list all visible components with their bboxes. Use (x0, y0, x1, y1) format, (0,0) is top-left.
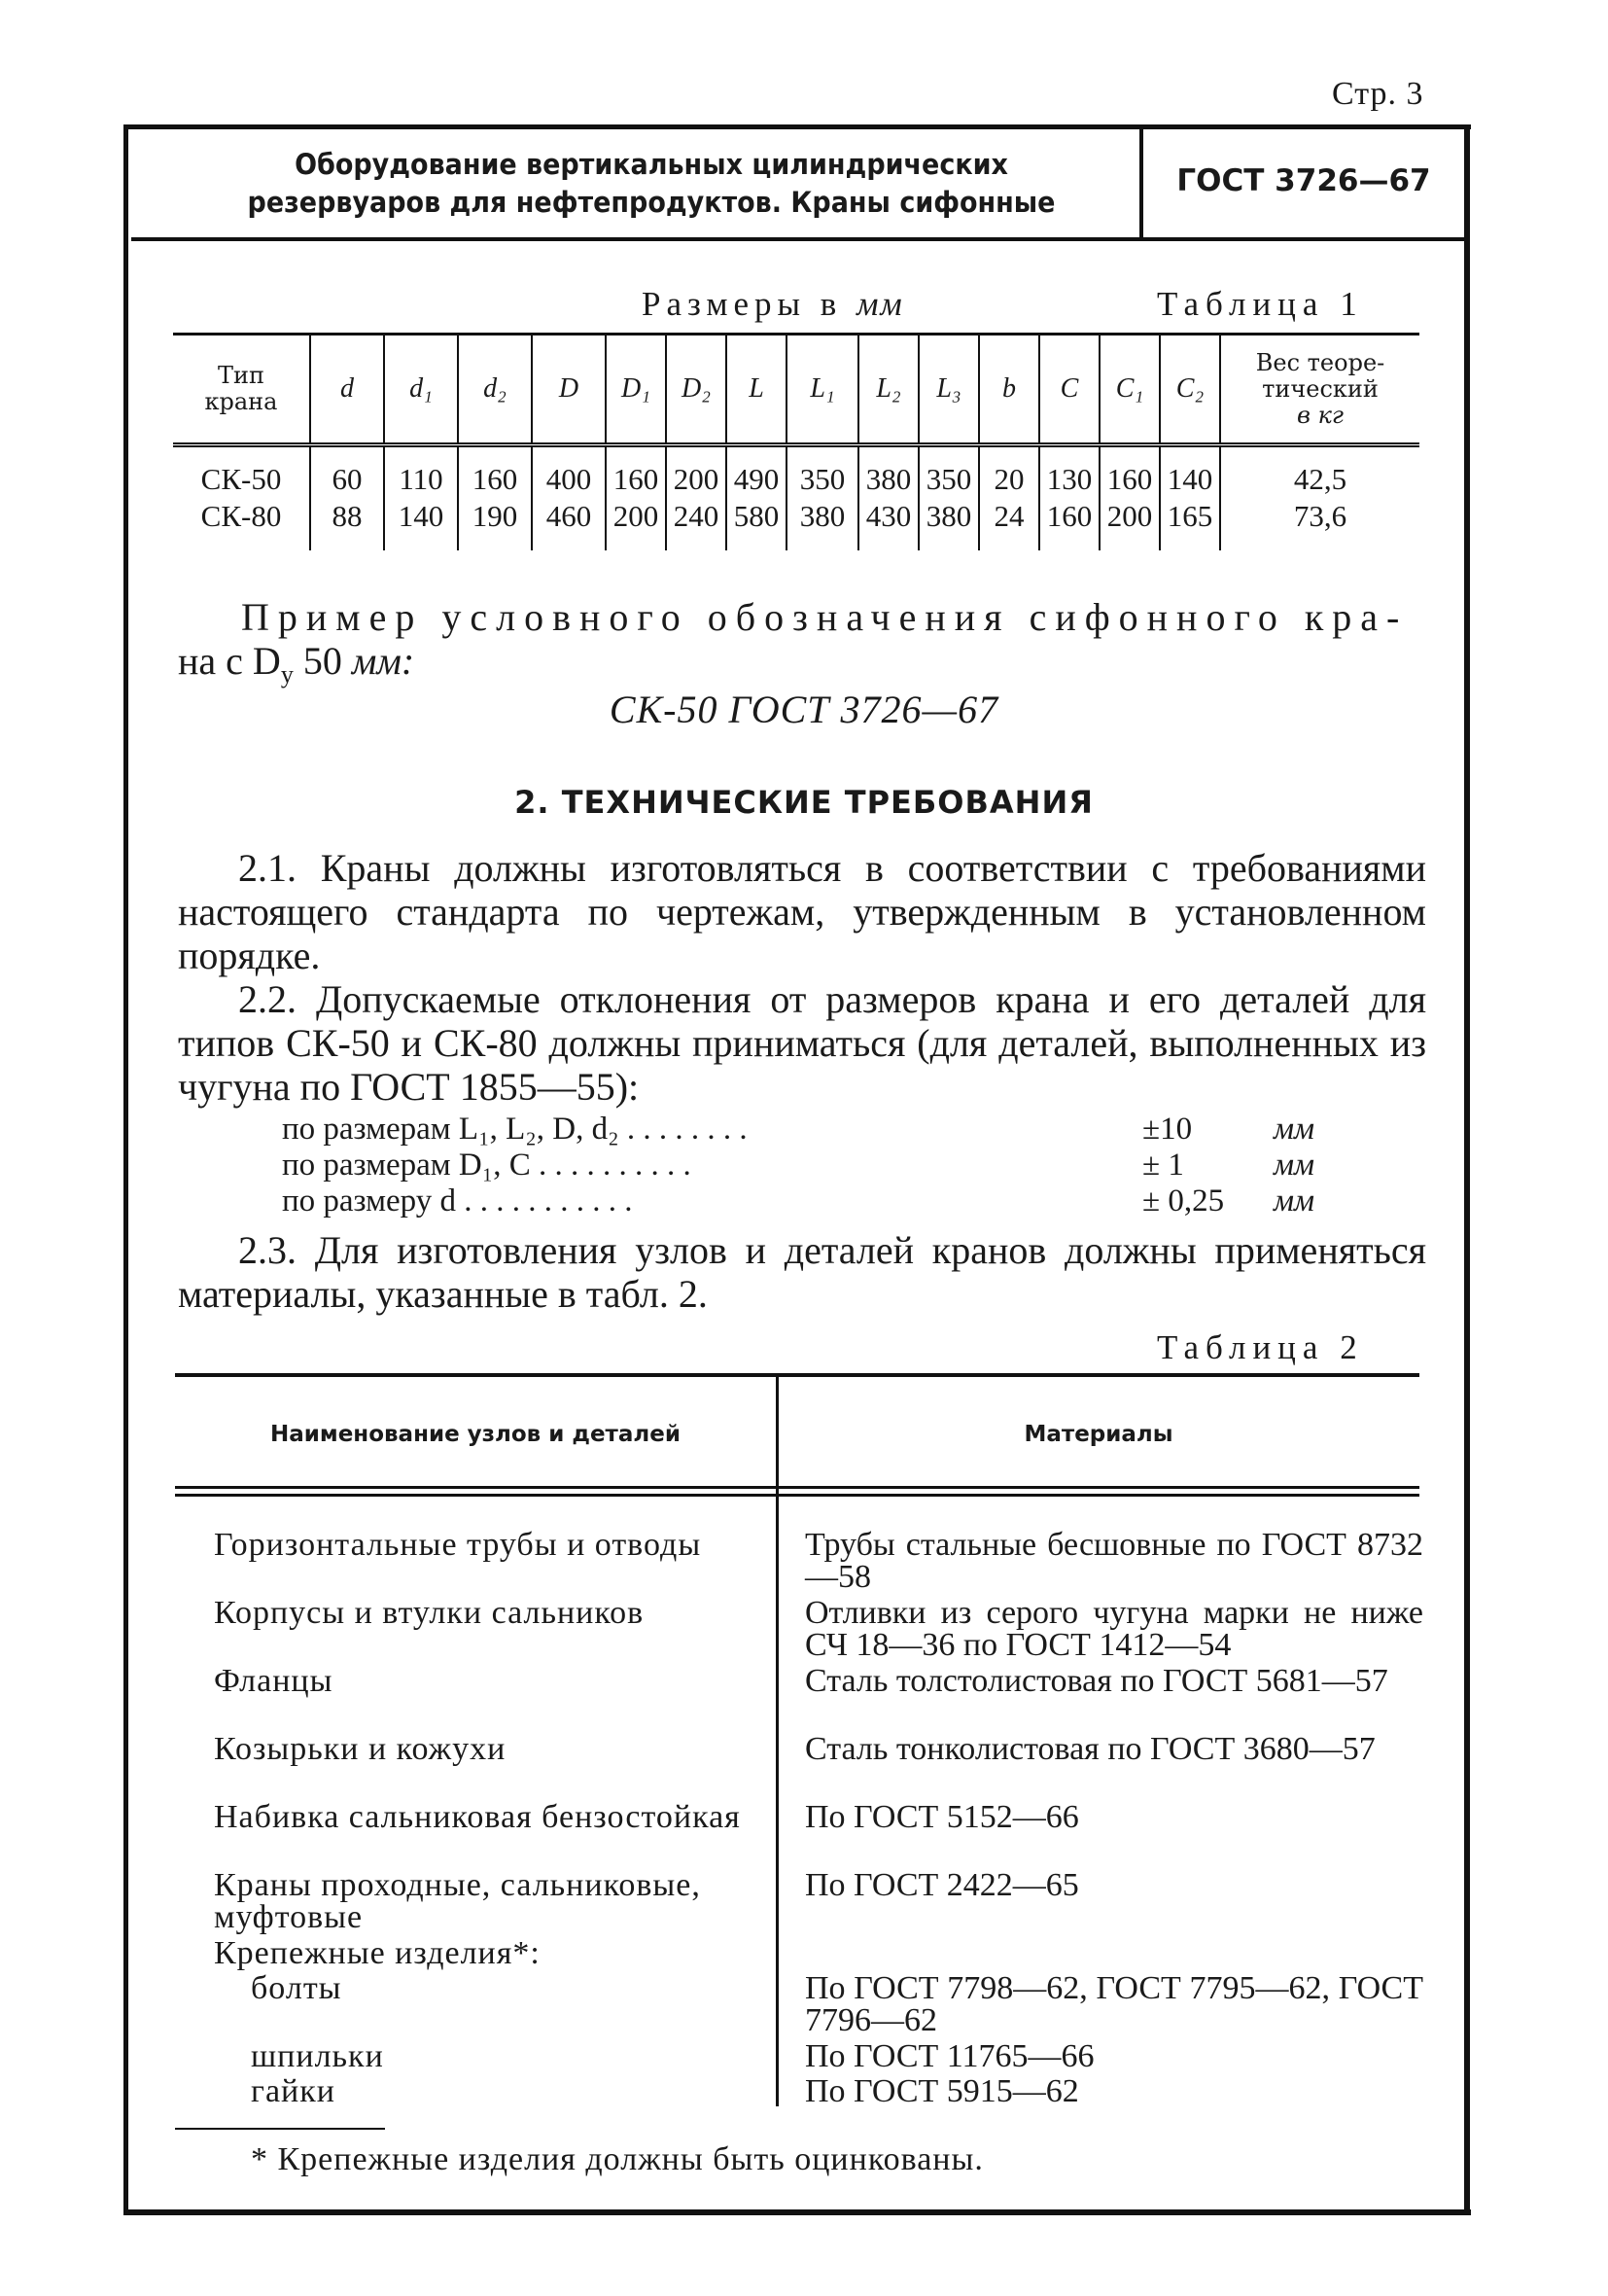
col-header: D₁ (606, 335, 666, 445)
table2-material: По ГОСТ 7798—62, ГОСТ 7795—62, ГОСТ 7796—62 (805, 1970, 1423, 2038)
col-header: C₁ (1100, 335, 1160, 445)
tolerance-unit: мм (1274, 1112, 1315, 1147)
tolerance-unit: мм (1274, 1148, 1315, 1183)
table2-part: Краны проходные, сальниковые, муфтовые (214, 1867, 701, 1935)
document-title-line1: Оборудование вертикальных цилиндрических (295, 148, 1008, 181)
table1-units-caption (642, 285, 904, 324)
table2-part: Набивка сальниковая бензостойкая (214, 1799, 741, 1835)
table1-caption: Таблица 1 (1157, 285, 1364, 323)
example-designation: СК-50 ГОСТ 3726—67 (609, 688, 999, 731)
col-header: C₂ (1160, 335, 1220, 445)
dimensions-table-header (173, 335, 1419, 445)
table2-caption: Таблица 2 (1157, 1328, 1364, 1366)
tolerance-value: ±10 (1142, 1112, 1193, 1147)
dimensions-table (173, 333, 1419, 550)
table2-header-rule (175, 1486, 1419, 1489)
footnote-rule (175, 2128, 385, 2130)
col-header: C (1039, 335, 1100, 445)
table-row: СК-50 60 110 160 400 160 200 490 350 380 350 20 130 160 140 42,5 (173, 445, 1419, 499)
footnote: * Крепежные изделия должны быть оцинкованы. (251, 2141, 984, 2177)
col-header: L₂ (858, 335, 919, 445)
table1-units-text: Размеры в (642, 285, 843, 323)
frame-left-border (123, 124, 128, 2215)
document-title-line2: резервуаров для нефтепродуктов. Краны сифонные (247, 186, 1056, 219)
table2-part: гайки (251, 2073, 335, 2109)
example-text-line1: Пример условного обозначения сифонного кра- (241, 595, 1409, 639)
tolerance-label: по размеру d . . . . . . . . . . . (282, 1183, 633, 1219)
col-header: d₂ (458, 335, 532, 445)
col-header-weight: Вес теоре- тический в кг (1220, 335, 1419, 445)
tolerance-value: ± 1 (1142, 1148, 1184, 1183)
table1-units-unit: мм (856, 285, 904, 323)
table2-material: По ГОСТ 11765—66 (805, 2038, 1095, 2074)
frame-bottom-border (123, 2209, 1471, 2215)
table2-header-materials: Материалы (1024, 1422, 1173, 1447)
col-header: b (979, 335, 1039, 445)
page-number: Стр. 3 (1332, 76, 1424, 112)
table2-material: Сталь тонколистовая по ГОСТ 3680—57 (805, 1731, 1376, 1767)
standard-code: ГОСТ 3726—67 (1176, 163, 1431, 198)
table2-material: По ГОСТ 5152—66 (805, 1799, 1079, 1835)
tolerance-unit: мм (1274, 1183, 1315, 1219)
table2-material: Трубы стальные бесшовные по ГОСТ 8732—58 (805, 1527, 1423, 1595)
document-title (208, 146, 1094, 222)
table2-header-parts: Наименование узлов и деталей (270, 1422, 681, 1447)
paragraph-2-3: 2.3. Для изготовления узлов и деталей кранов должны применяться материалы, указанные в табл. 2. (178, 1228, 1426, 1316)
table2-material: По ГОСТ 5915—62 (805, 2073, 1079, 2109)
col-header: d (310, 335, 384, 445)
tolerance-value: ± 0,25 (1142, 1183, 1225, 1219)
tolerance-label: по размерам L₁, L₂, D, d₂ . . . . . . . . (282, 1112, 748, 1147)
tolerance-label: по размерам D₁, C . . . . . . . . . . (282, 1148, 691, 1183)
col-header: D₂ (666, 335, 726, 445)
example-text-line2: на с $D_у$ 50 мм: (178, 639, 415, 689)
table-row: СК-80 88 140 190 460 200 240 580 380 430 380 24 160 200 165 73,6 (173, 498, 1419, 550)
col-header: d₁ (384, 335, 458, 445)
frame-right-border (1464, 124, 1470, 2215)
col-header: L (726, 335, 787, 445)
table2-part: Фланцы (214, 1663, 333, 1699)
table2-part: болты (251, 1970, 342, 2006)
table2-part: шпильки (251, 2038, 384, 2074)
col-header-type: Тип крана (173, 335, 310, 445)
table2-part: Козырьки и кожухи (214, 1731, 507, 1767)
header-divider (131, 237, 1464, 241)
table2-material: Отливки из серого чугуна марки не ниже СЧ 18—36 по ГОСТ 1412—54 (805, 1595, 1423, 1663)
table2-part: Горизонтальные трубы и отводы (214, 1527, 702, 1563)
table2-material: Сталь толстолистовая по ГОСТ 5681—57 (805, 1663, 1388, 1699)
table2-part: Корпусы и втулки сальников (214, 1595, 645, 1631)
table2-material: По ГОСТ 2422—65 (805, 1867, 1079, 1903)
section-heading: 2. ТЕХНИЧЕСКИЕ ТРЕБОВАНИЯ (514, 784, 1094, 821)
col-header: D (532, 335, 606, 445)
col-header: L₃ (919, 335, 979, 445)
table2-header-rule (175, 1494, 1419, 1497)
paragraph-2-1: 2.1. Краны должны изготовляться в соответствии с требованиями настоящего стандарта по чертежам, утвержденным в установленном порядке. (178, 846, 1426, 977)
frame-top-border (123, 124, 1471, 129)
table2-top-rule (175, 1373, 1419, 1377)
col-header: L₁ (787, 335, 858, 445)
paragraph-2-2: 2.2. Допускаемые отклонения от размеров крана и его деталей для типов СК-50 и СК-80 должны приниматься (для деталей, выполненных из чугуна по ГОСТ 1855—55): (178, 977, 1426, 1109)
table2-part: Крепежные изделия*: (214, 1935, 541, 1971)
